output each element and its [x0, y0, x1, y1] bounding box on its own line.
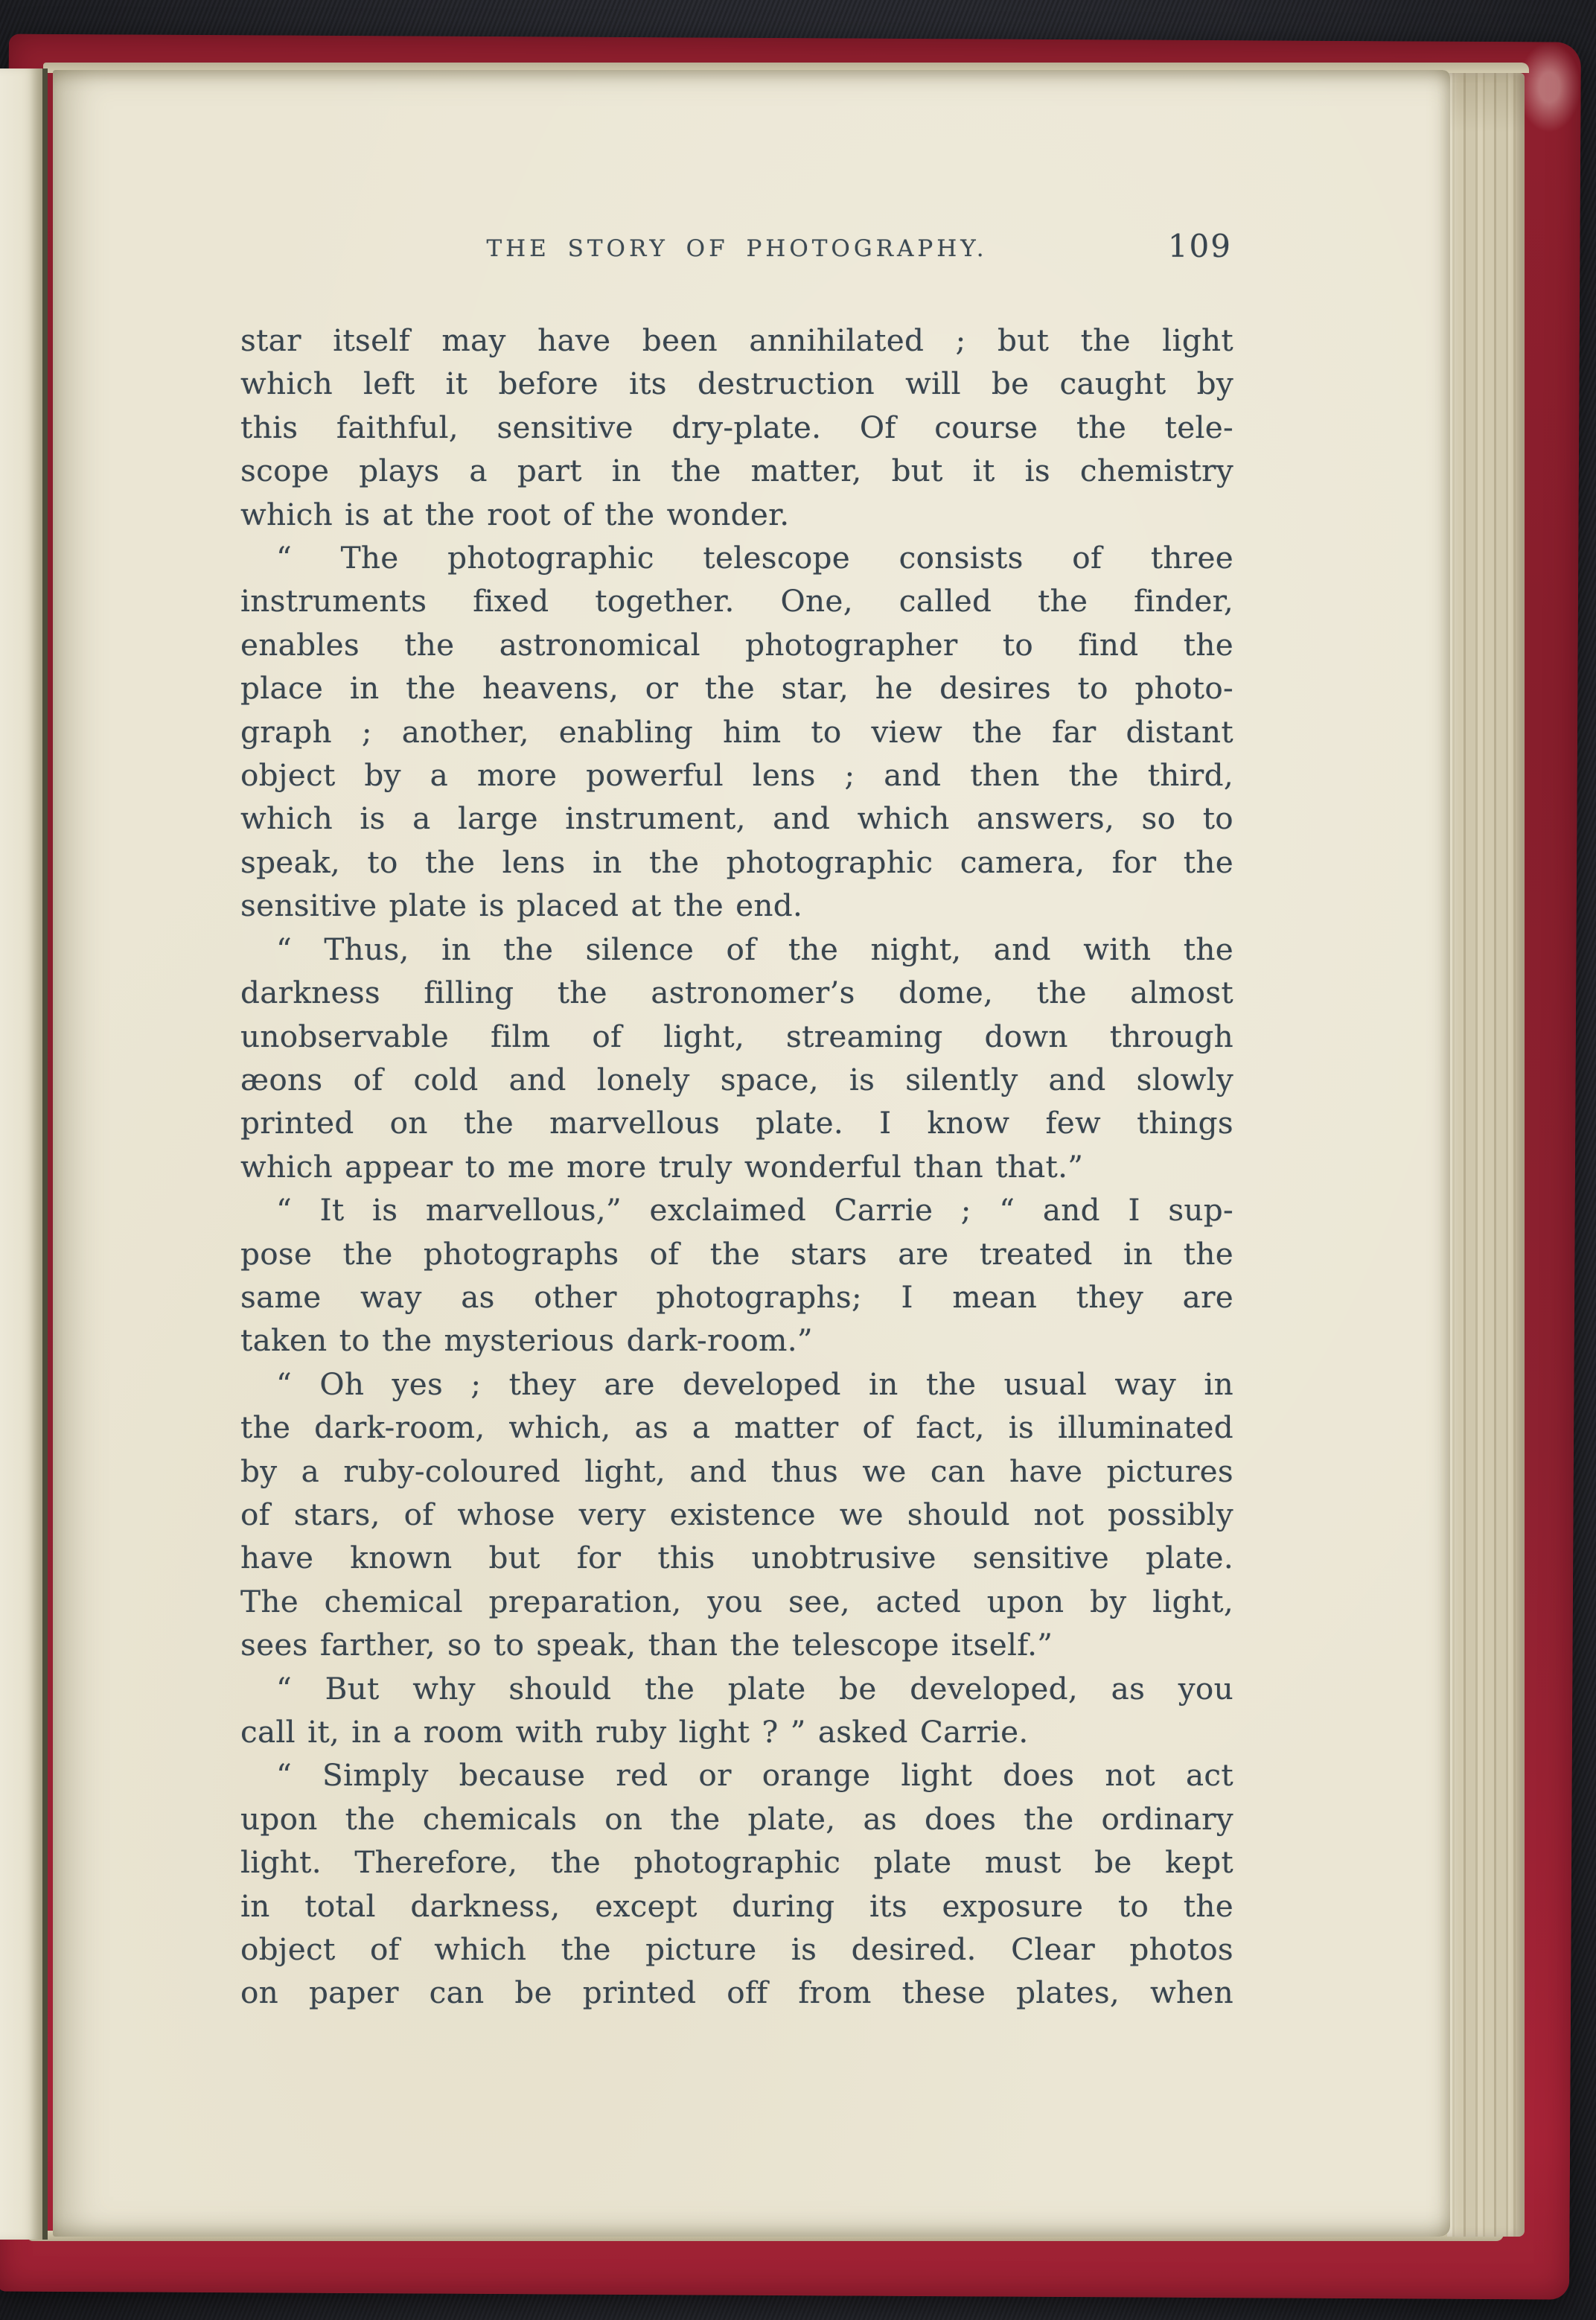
text-line: instruments fixed together. One, called the finder, [240, 583, 1233, 619]
page-number: 109 [1167, 228, 1232, 264]
text-line: have known but for this unobtrusive sensitive plate. [240, 1540, 1233, 1576]
text-line: pose the photographs of the stars are treated in the [240, 1235, 1233, 1272]
text-line: taken to the mysterious dark-room.” [240, 1322, 813, 1359]
text-line: “ But why should the plate be developed, as you [276, 1670, 1233, 1706]
text-line: star itself may have been annihilated ; but the light [240, 322, 1233, 358]
text-line: enables the astronomical photographer to find the [240, 626, 1233, 663]
text-line: object of which the picture is desired. Clear photos [240, 1931, 1233, 1968]
text-line: in total darkness, except during its exposure to the [240, 1887, 1233, 1924]
text-line: sensitive plate is placed at the end. [240, 887, 803, 924]
text-line: which left it before its destruction will be caught by [240, 366, 1233, 402]
text-line: printed on the marvellous plate. I know few things [240, 1105, 1233, 1141]
text-line: “ The photographic telescope consists of three [276, 540, 1233, 576]
text-line: speak, to the lens in the photographic camera, for the [240, 844, 1233, 880]
text-line: which is a large instrument, and which answers, so to [240, 800, 1233, 837]
text-line: on paper can be printed off from these plates, when [240, 1975, 1233, 2011]
text-block [240, 319, 1233, 2015]
text-line: this faithful, sensitive dry-plate. Of course the tele- [240, 409, 1233, 445]
text-line: The chemical preparation, you see, acted upon by light, [240, 1583, 1233, 1619]
text-line: “ Simply because red or orange light does not act [276, 1757, 1233, 1794]
text-line: scope plays a part in the matter, but it is chemistry [240, 453, 1233, 489]
text-line: place in the heavens, or the star, he desires to photo- [240, 670, 1233, 707]
book-page [53, 70, 1450, 2237]
text-line: by a ruby-coloured light, and thus we can have pictures [240, 1453, 1233, 1489]
running-header [240, 228, 1233, 280]
text-line: darkness filling the astronomer’s dome, the almost [240, 975, 1233, 1011]
text-line: “ Thus, in the silence of the night, and with the [276, 931, 1233, 967]
text-line: which is at the root of the wonder. [240, 496, 790, 532]
text-line: æons of cold and lonely space, is silently and slowly [240, 1061, 1233, 1097]
text-line: call it, in a room with ruby light ? ” asked Carrie. [240, 1714, 1029, 1750]
text-line: “ It is marvellous,” exclaimed Carrie ; “ and I sup- [276, 1192, 1233, 1228]
text-line: object by a more powerful lens ; and then the third, [240, 757, 1233, 794]
facing-page-sliver [0, 68, 48, 2240]
text-line: graph ; another, enabling him to view the far distant [240, 713, 1233, 750]
running-title: THE STORY OF PHOTOGRAPHY. [486, 235, 988, 262]
text-line: upon the chemicals on the plate, as does the ordinary [240, 1800, 1233, 1837]
fore-edge-page-stack [1447, 73, 1525, 2237]
text-line: sees farther, so to speak, than the telescope itself.” [240, 1627, 1053, 1663]
text-line: same way as other photographs; I mean they are [240, 1278, 1233, 1315]
text-line: light. Therefore, the photographic plate must be kept [240, 1844, 1233, 1881]
text-line: which appear to me more truly wonderful than that.” [240, 1148, 1084, 1185]
text-line: the dark-room, which, as a matter of fact, is illuminated [240, 1409, 1233, 1446]
text-line: of stars, of whose very existence we should not possibly [240, 1496, 1233, 1532]
text-line: unobservable film of light, streaming down through [240, 1018, 1233, 1054]
text-line: “ Oh yes ; they are developed in the usual way in [276, 1365, 1233, 1402]
